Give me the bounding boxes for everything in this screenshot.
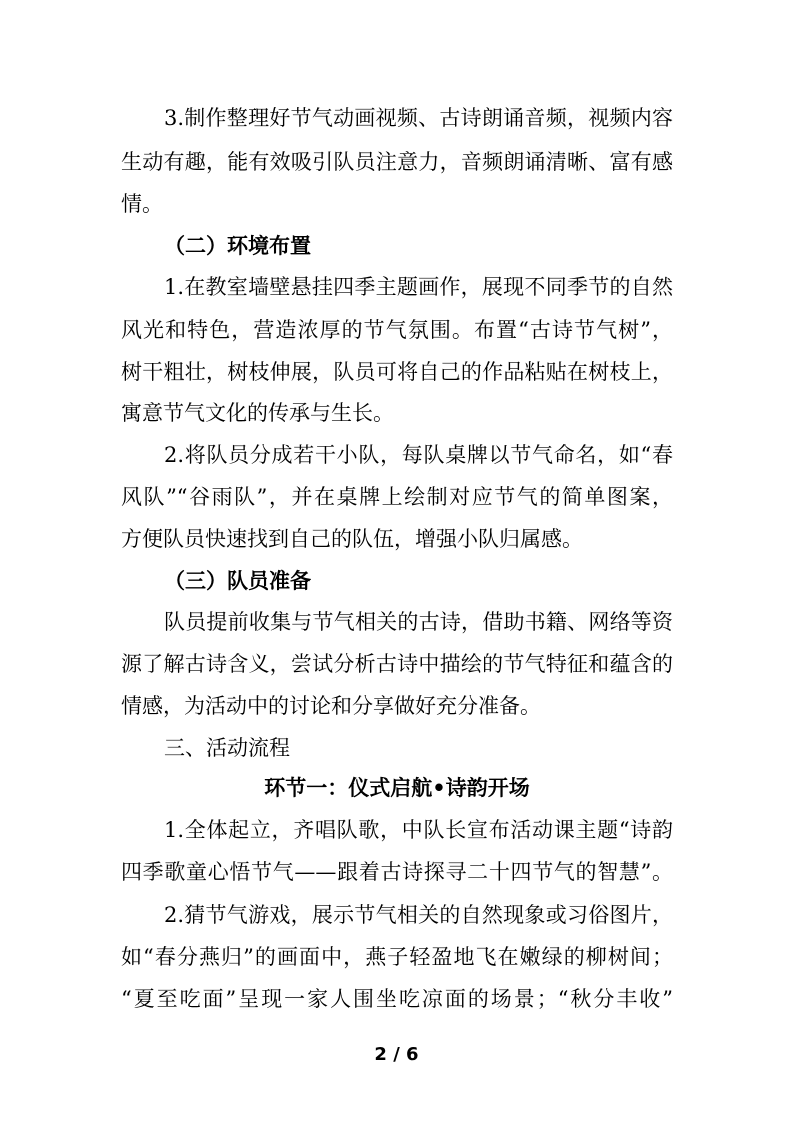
paragraph-line: 树干粗壮，树枝伸展，队员可将自己的作品粘贴在树枝上， [121,360,673,384]
paragraph-line: 情。 [121,192,163,216]
paragraph-line: 1.全体起立，齐唱队歌，中队长宣布活动课主题“诗韵 [164,818,673,842]
paragraph-line: 风队”“谷雨队”，并在桌牌上绘制对应节气的简单图案， [121,485,673,509]
paragraph-line: 2.猜节气游戏，展示节气相关的自然现象或习俗图片， [164,903,673,927]
subsection-title: 环节一：仪式启航•诗韵开场 [264,776,530,800]
paragraph-line: 情感，为活动中的讨论和分享做好充分准备。 [121,694,541,718]
paragraph-line: 1.在教室墙壁悬挂四季主题画作，展现不同季节的自然 [164,275,673,299]
paragraph-line: 队员提前收集与节气相关的古诗，借助书籍、网络等资 [164,610,673,634]
section-heading-process: 三、活动流程 [164,736,290,760]
paragraph-line: “夏至吃面”呈现一家人围坐吃凉面的场景；“秋分丰收” [121,987,673,1011]
paragraph-line: 寓意节气文化的传承与生长。 [121,401,394,425]
paragraph-line: 风光和特色，营造浓厚的节气氛围。布置“古诗节气树”， [121,318,673,342]
page-number: 2 / 6 [374,1044,419,1065]
paragraph-line: 2.将队员分成若干小队，每队桌牌以节气命名，如“春 [164,443,673,467]
paragraph-line: 四季歌童心悟节气——跟着古诗探寻二十四节气的智慧”。 [121,860,673,884]
paragraph-line: 方便队员快速找到自己的队伍，增强小队归属感。 [121,527,583,551]
section-heading-preparation: （三）队员准备 [164,569,311,593]
paragraph-line: 如“春分燕归”的画面中，燕子轻盈地飞在嫩绿的柳树间； [121,945,673,969]
paragraph-line: 源了解古诗含义，尝试分析古诗中描绘的节气特征和蕴含的 [121,652,673,676]
paragraph-line: 3.制作整理好节气动画视频、古诗朗诵音频，视频内容 [164,106,673,130]
paragraph-line: 生动有趣，能有效吸引队员注意力，音频朗诵清晰、富有感 [121,150,673,174]
section-heading-environment: （二）环境布置 [164,234,311,258]
